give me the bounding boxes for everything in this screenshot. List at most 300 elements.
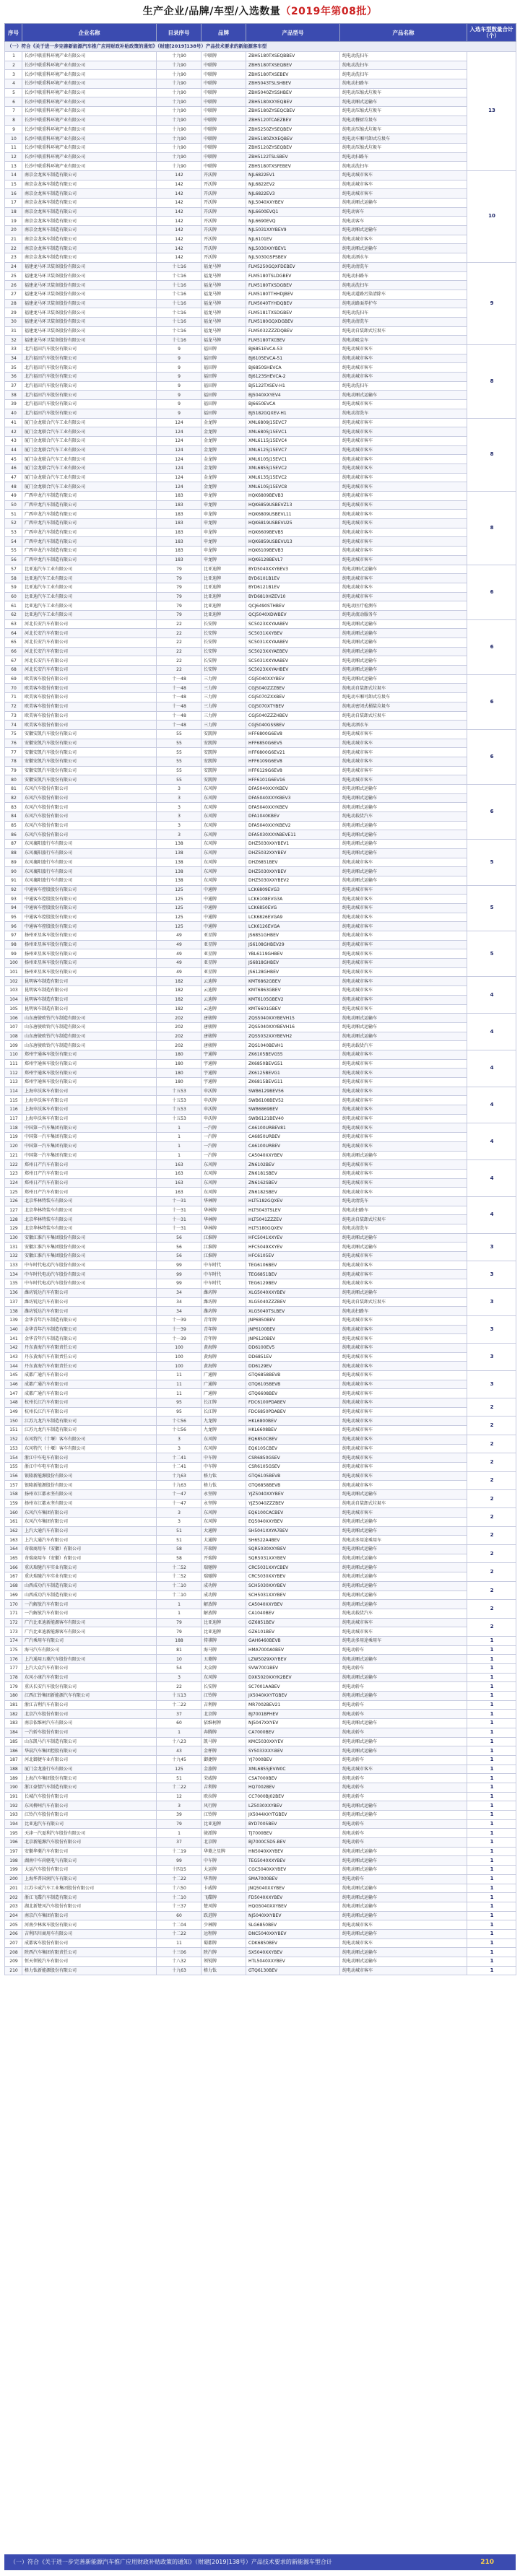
company-name: 海马汽车有限公司 <box>22 1645 157 1655</box>
model-no: QCJ6490STHBEV <box>246 601 340 611</box>
model-no: YJ7000BEV <box>246 1755 340 1765</box>
model-no: GTQ6608BEV <box>246 1389 340 1398</box>
company-name: 河北长安汽车有限公司 <box>22 619 157 629</box>
brand: 骏派牌 <box>202 1829 246 1838</box>
model-no: DFA5040XXYKBEV <box>246 803 340 812</box>
product-name: 纯电动自装卸式垃圾车 <box>340 326 467 336</box>
brand: 云迪牌 <box>202 986 246 996</box>
company-name: 浙江中车电车有限公司 <box>22 1462 157 1471</box>
company-name: 欧美客车股份有限公司 <box>22 711 157 721</box>
table-row <box>5 281 516 290</box>
model-no: DHZ5030XXYBEV <box>246 867 340 876</box>
catalog-no: 22 <box>157 629 202 638</box>
catalog-no: 79 <box>157 610 202 619</box>
model-no: NJL6822EV3 <box>246 189 340 199</box>
row-index: 49 <box>5 492 22 501</box>
brand: 风行牌 <box>202 1801 246 1811</box>
table-row <box>5 729 516 739</box>
catalog-no: 180 <box>157 1050 202 1059</box>
header-model: 产品型号 <box>246 24 340 42</box>
company-name: 欧美客车股份有限公司 <box>22 702 157 711</box>
brand: 宇通牌 <box>202 1059 246 1069</box>
company-name: 长城汽车股份有限公司 <box>22 1792 157 1801</box>
product-name: 纯电动路面养护车 <box>340 299 467 308</box>
row-index: 202 <box>5 1893 22 1902</box>
brand: 长安牌 <box>202 619 246 629</box>
model-no: EQ6105CBEV <box>246 1444 340 1453</box>
brand: 宇通牌 <box>202 1078 246 1087</box>
company-name: 昆明客车制造有限公司 <box>22 1004 157 1014</box>
table-row <box>5 1609 516 1618</box>
model-no: GTQ6105BEVB <box>246 1471 340 1481</box>
table-row <box>5 721 516 730</box>
catalog-no: 十一39 <box>157 1315 202 1325</box>
brand: 东风牌 <box>202 1188 246 1197</box>
brand: 申龙牌 <box>202 528 246 537</box>
product-name: 纯电动医疗检测车 <box>340 601 467 611</box>
row-index: 183 <box>5 1719 22 1728</box>
row-index: 111 <box>5 1059 22 1069</box>
catalog-no: 11 <box>157 1380 202 1389</box>
product-name: 纯电动城市客车 <box>340 1966 467 1975</box>
row-index: 122 <box>5 1160 22 1170</box>
brand: 中通牌 <box>202 885 246 895</box>
product-name: 纯电动城市客车 <box>340 1444 467 1453</box>
product-name: 纯电动洗扫车 <box>340 162 467 171</box>
catalog-no: 十三37 <box>157 1902 202 1911</box>
catalog-no: 22 <box>157 1682 202 1692</box>
product-name: 纯电动城市客车 <box>340 1096 467 1105</box>
row-index: 136 <box>5 1288 22 1297</box>
brand: 申龙牌 <box>202 537 246 547</box>
brand: 东风牌 <box>202 793 246 803</box>
model-no: CSR6105GSEV <box>246 1462 340 1471</box>
model-no: DHZ5032XXYBEV <box>246 848 340 858</box>
catalog-no: 十一31 <box>157 1206 202 1215</box>
model-no: DHZ5030XXYBEV2 <box>246 876 340 885</box>
table-row <box>5 1334 516 1344</box>
brand: 申龙牌 <box>202 510 246 519</box>
catalog-no: 十七16 <box>157 299 202 308</box>
brand: 广通牌 <box>202 1371 246 1380</box>
product-name: 纯电动轿车 <box>340 1645 467 1655</box>
product-name: 纯电动厢式运输车 <box>340 1948 467 1957</box>
row-index: 36 <box>5 373 22 382</box>
row-index: 121 <box>5 1151 22 1160</box>
row-index: 107 <box>5 1022 22 1032</box>
table-row <box>5 739 516 748</box>
product-name: 纯电动城市客车 <box>340 1141 467 1151</box>
table-row <box>5 519 516 528</box>
row-index: 186 <box>5 1746 22 1756</box>
row-index: 205 <box>5 1920 22 1930</box>
brand: 东风牌 <box>202 812 246 822</box>
table-row <box>5 180 516 189</box>
brand: 申龙牌 <box>202 555 246 565</box>
table-row <box>5 785 516 794</box>
row-index: 8 <box>5 116 22 125</box>
table-row <box>5 949 516 959</box>
model-no: CA7000BEV <box>246 1728 340 1737</box>
brand: 黄海牌 <box>202 1362 246 1371</box>
product-name: 纯电动城市客车 <box>340 1133 467 1142</box>
row-index: 144 <box>5 1362 22 1371</box>
company-name: 上海申沃客车有限公司 <box>22 1087 157 1096</box>
company-name: 长沙中联重科环境产业有限公司 <box>22 97 157 107</box>
brand: 东风牌 <box>202 803 246 812</box>
brand: 华普牌 <box>202 1874 246 1884</box>
table-row <box>5 1407 516 1417</box>
product-name: 纯电动城市客车 <box>340 748 467 757</box>
model-no: FLM5180TTHHDJBEV <box>246 290 340 299</box>
company-name: 北汽福田汽车股份有限公司 <box>22 381 157 391</box>
catalog-no: 十二41 <box>157 1453 202 1463</box>
product-name: 纯电动城市客车 <box>340 1123 467 1133</box>
model-no: BJ7001BPHEV <box>246 1710 340 1719</box>
catalog-no: 182 <box>157 995 202 1004</box>
catalog-no: 180 <box>157 1069 202 1078</box>
row-index: 50 <box>5 500 22 510</box>
table-row <box>5 1261 516 1270</box>
product-name: 纯电动城市客车 <box>340 455 467 464</box>
model-no: BJ6123SHEVCA-2 <box>246 373 340 382</box>
table-row <box>5 1004 516 1014</box>
table-row <box>5 107 516 116</box>
company-name: 安徽江淮汽车集团股份有限公司 <box>22 1233 157 1243</box>
brand: 三力牌 <box>202 721 246 730</box>
table-row <box>5 1600 516 1609</box>
product-name: 纯电动厢式运输车 <box>340 1655 467 1664</box>
row-index: 83 <box>5 803 22 812</box>
row-index: 117 <box>5 1114 22 1123</box>
brand: 开沃牌 <box>202 170 246 180</box>
row-index: 145 <box>5 1371 22 1380</box>
brand: 成功牌 <box>202 1581 246 1591</box>
table-row <box>5 1874 516 1884</box>
row-index: 11 <box>5 143 22 152</box>
model-no: ZBH5120ZYSEQBEV <box>246 143 340 152</box>
catalog-no: 十一31 <box>157 1215 202 1224</box>
table-row <box>5 748 516 757</box>
product-name: 纯电动密闭式桶装垃圾车 <box>340 702 467 711</box>
brand: 少林牌 <box>202 1920 246 1930</box>
model-no: QCJ5040XDWBEV <box>246 610 340 619</box>
row-index: 35 <box>5 363 22 373</box>
catalog-no: 十九63 <box>157 1481 202 1490</box>
table-row <box>5 666 516 675</box>
company-name: 河北御捷车业有限公司 <box>22 1755 157 1765</box>
group-count: 1 <box>467 1682 516 1692</box>
row-index: 29 <box>5 308 22 318</box>
model-no: LCK6126EVGA <box>246 922 340 931</box>
row-index: 185 <box>5 1737 22 1746</box>
model-no: EQ5040XXYBEV <box>246 1518 340 1527</box>
model-no: SC5031XXYBEV <box>246 629 340 638</box>
table-row <box>5 1297 516 1307</box>
group-count: 1 <box>467 1902 516 1911</box>
group-count: 3 <box>467 1315 516 1343</box>
company-name: 北汽福田汽车股份有限公司 <box>22 345 157 354</box>
row-index: 195 <box>5 1829 22 1838</box>
model-no: ZK6815BEVG11 <box>246 1078 340 1087</box>
table-row <box>5 1471 516 1481</box>
row-index: 207 <box>5 1938 22 1948</box>
company-name: 重庆瑞驰汽车实业有限公司 <box>22 1563 157 1572</box>
row-index: 108 <box>5 1032 22 1041</box>
company-name: 长沙中联重科环境产业有限公司 <box>22 116 157 125</box>
model-no: CC7000BJ02BEV <box>246 1792 340 1801</box>
row-index: 43 <box>5 436 22 445</box>
group-count: 1 <box>467 1966 516 1975</box>
brand: 东风牌 <box>202 830 246 840</box>
catalog-no: 124 <box>157 482 202 492</box>
brand: 格力钛 <box>202 1966 246 1975</box>
model-no: SWB6108BEV52 <box>246 1096 340 1105</box>
product-name: 纯电动厢式运输车 <box>340 1801 467 1811</box>
catalog-no: 142 <box>157 217 202 226</box>
row-index: 123 <box>5 1169 22 1178</box>
group-count: 2 <box>467 1508 516 1526</box>
brand: 开沃牌 <box>202 244 246 253</box>
company-name: 北京华林特装车有限公司 <box>22 1206 157 1215</box>
table-row <box>5 547 516 556</box>
row-index: 109 <box>5 1041 22 1050</box>
row-index: 14 <box>5 170 22 180</box>
product-name: 纯电动城市客车 <box>340 1270 467 1279</box>
model-no: FLM5180GQXDGBEV <box>246 317 340 326</box>
product-name: 纯电动厢式运输车 <box>340 199 467 208</box>
model-no: ZBH5180XXYEQBEV <box>246 97 340 107</box>
catalog-no: 十九90 <box>157 97 202 107</box>
catalog-no: 37 <box>157 1710 202 1719</box>
product-name: 纯电动厢式运输车 <box>340 244 467 253</box>
row-index: 65 <box>5 638 22 648</box>
group-count: 2 <box>467 1563 516 1581</box>
catalog-no: 十一47 <box>157 1499 202 1508</box>
product-name: 纯电动轿车 <box>340 1700 467 1710</box>
row-index: 45 <box>5 455 22 464</box>
product-name: 纯电动洗扫车 <box>340 281 467 290</box>
group-count: 1 <box>467 1673 516 1682</box>
row-index: 206 <box>5 1929 22 1938</box>
row-index: 194 <box>5 1819 22 1829</box>
row-index: 135 <box>5 1279 22 1289</box>
table-row <box>5 1563 516 1572</box>
brand: 江铃牌 <box>202 1692 246 1701</box>
catalog-no: 180 <box>157 1059 202 1069</box>
model-no: XLG5040XXYBEV <box>246 1288 340 1297</box>
table-row <box>5 1664 516 1674</box>
company-name: 欧美客车股份有限公司 <box>22 721 157 730</box>
table-row <box>5 840 516 849</box>
catalog-no: 51 <box>157 1774 202 1783</box>
catalog-no: 182 <box>157 986 202 996</box>
company-name: 潍坊锐达汽车有限公司 <box>22 1307 157 1316</box>
brand: 格力钛 <box>202 1481 246 1490</box>
product-name: 纯电动厢式运输车 <box>340 1563 467 1572</box>
model-no: SC5023XXYAABEV <box>246 619 340 629</box>
brand: 开沃牌 <box>202 253 246 263</box>
row-index: 166 <box>5 1563 22 1572</box>
company-name: 福建龙马环卫装备股份有限公司 <box>22 262 157 271</box>
table-row <box>5 1133 516 1142</box>
row-index: 72 <box>5 702 22 711</box>
model-no: HKL6800BEV <box>246 1417 340 1426</box>
group-count: 3 <box>467 1233 516 1261</box>
brand: 凯马牌 <box>202 1737 246 1746</box>
brand: 开沃牌 <box>202 189 246 199</box>
company-name: 广汽比亚迪新能源客车有限公司 <box>22 1627 157 1637</box>
product-name: 纯电动城市客车 <box>340 170 467 180</box>
brand: 福龙马牌 <box>202 290 246 299</box>
table-row <box>5 1866 516 1875</box>
company-name: 福建龙马环卫装备股份有限公司 <box>22 308 157 318</box>
catalog-no: 十二52 <box>157 1572 202 1582</box>
company-name: 中国第一汽车集团有限公司 <box>22 1141 157 1151</box>
company-name: 长沙中联重科环境产业有限公司 <box>22 61 157 70</box>
model-no: JS6818GHBEV <box>246 959 340 968</box>
company-name: 上海申沃客车有限公司 <box>22 1096 157 1105</box>
table-row <box>5 922 516 931</box>
company-name: 丹东黄海汽车有限责任公司 <box>22 1343 157 1352</box>
row-index: 100 <box>5 959 22 968</box>
company-name: 南京金龙客车制造有限公司 <box>22 235 157 244</box>
company-name: 潍坊锐达汽车有限公司 <box>22 1297 157 1307</box>
model-no: HQK6809USBEVL11 <box>246 510 340 519</box>
model-no: HQ7002BEV <box>246 1783 340 1792</box>
brand: 福龙马牌 <box>202 336 246 345</box>
model-no: BYD7005BEV <box>246 1819 340 1829</box>
catalog-no: 39 <box>157 1811 202 1820</box>
brand: 唐骏牌 <box>202 1022 246 1032</box>
brand: 一汽牌 <box>202 1151 246 1160</box>
company-name: 福建龙马环卫装备股份有限公司 <box>22 317 157 326</box>
model-no: DXK5020XXYK2BEV <box>246 1673 340 1682</box>
brand: 荣威牌 <box>202 1774 246 1783</box>
row-index: 165 <box>5 1554 22 1563</box>
brand: 青年牌 <box>202 1334 246 1344</box>
row-index: 118 <box>5 1123 22 1133</box>
catalog-no: 9 <box>157 400 202 409</box>
table-row <box>5 803 516 812</box>
table-row <box>5 1728 516 1737</box>
row-index: 196 <box>5 1838 22 1848</box>
footer-total: 210 <box>480 2559 494 2566</box>
company-name: 东风襄阳旅行车有限公司 <box>22 848 157 858</box>
model-no: XML6855JEVW0C <box>246 1765 340 1774</box>
company-name: 广汽比亚迪新能源客车有限公司 <box>22 1618 157 1627</box>
model-no: KMC5030XXYEV <box>246 1737 340 1746</box>
brand: 江淮牌 <box>202 1233 246 1243</box>
table-row <box>5 235 516 244</box>
table-row <box>5 537 516 547</box>
table-row <box>5 1426 516 1435</box>
company-name: 陕西汽车集团有限责任公司 <box>22 1948 157 1957</box>
company-name: 杭州长江汽车有限公司 <box>22 1398 157 1408</box>
brand: 亚星牌 <box>202 967 246 977</box>
company-name: 北汽福田汽车股份有限公司 <box>22 363 157 373</box>
product-name: 纯电动多用途乘用车 <box>340 1636 467 1645</box>
company-name: 东风汽车股份有限公司 <box>22 803 157 812</box>
group-count: 1 <box>467 1819 516 1829</box>
product-name: 纯电动城市客车 <box>340 729 467 739</box>
row-index: 75 <box>5 729 22 739</box>
brand: 开瑞牌 <box>202 1545 246 1554</box>
table-row <box>5 1572 516 1582</box>
row-index: 168 <box>5 1581 22 1591</box>
table-row <box>5 299 516 308</box>
table-row <box>5 1243 516 1252</box>
company-name: 东风汽车股份有限公司 <box>22 821 157 830</box>
brand: 福田牌 <box>202 354 246 363</box>
model-no: HFC5049XXYEV <box>246 1243 340 1252</box>
company-name: 昆明客车制造有限公司 <box>22 977 157 986</box>
catalog-no: 37 <box>157 1838 202 1848</box>
row-index: 181 <box>5 1700 22 1710</box>
brand: 三力牌 <box>202 674 246 684</box>
company-name: 格力钛新能源股份有限公司 <box>22 1966 157 1975</box>
table-row <box>5 1462 516 1471</box>
row-index: 62 <box>5 610 22 619</box>
row-index: 102 <box>5 977 22 986</box>
company-name: 广西申龙汽车制造有限公司 <box>22 500 157 510</box>
table-row <box>5 555 516 565</box>
company-name: 厦门金龙联合汽车工业有限公司 <box>22 473 157 482</box>
model-no: CGJ5040ZZZBEV <box>246 684 340 693</box>
product-name: 纯电动城市客车 <box>340 1618 467 1627</box>
row-index: 6 <box>5 97 22 107</box>
model-no: ZBH5043TSLSHBEV <box>246 79 340 89</box>
company-name: 福建龙马环卫装备股份有限公司 <box>22 290 157 299</box>
table-row <box>5 821 516 830</box>
brand: 华林牌 <box>202 1206 246 1215</box>
group-count: 8 <box>467 492 516 565</box>
catalog-no: 202 <box>157 1014 202 1023</box>
row-index: 16 <box>5 189 22 199</box>
table-row <box>5 88 516 97</box>
brand: 远程牌 <box>202 1929 246 1938</box>
model-no: TJ7000BEV <box>246 1829 340 1838</box>
row-index: 84 <box>5 812 22 822</box>
company-name: 上海申沃客车有限公司 <box>22 1114 157 1123</box>
brand: 云迪牌 <box>202 1004 246 1014</box>
company-name: 比亚迪汽车工业有限公司 <box>22 601 157 611</box>
table-row <box>5 711 516 721</box>
catalog-no: 49 <box>157 931 202 941</box>
product-name: 纯电动城市客车 <box>340 1362 467 1371</box>
brand: 江淮牌 <box>202 1243 246 1252</box>
company-name: 扬州亚星客车股份有限公司 <box>22 940 157 949</box>
product-name: 纯电动轿车 <box>340 1682 467 1692</box>
model-no: TEG6106BEV <box>246 1261 340 1270</box>
model-no: GTQ6858BEVB <box>246 1371 340 1380</box>
table-row <box>5 244 516 253</box>
product-name: 纯电动厢式运输车 <box>340 1022 467 1032</box>
company-name: 杭州长江汽车有限公司 <box>22 1407 157 1417</box>
brand: 申沃牌 <box>202 1096 246 1105</box>
brand: 开沃牌 <box>202 226 246 235</box>
company-name: 东风柳州汽车有限公司 <box>22 1801 157 1811</box>
company-name: 上海华普国润汽车有限公司 <box>22 1874 157 1884</box>
product-name: 纯电动城市客车 <box>340 967 467 977</box>
product-name: 纯电动城市客车 <box>340 885 467 895</box>
company-name: 北京华林特装车有限公司 <box>22 1196 157 1206</box>
catalog-no: 100 <box>157 1343 202 1352</box>
brand: 中联牌 <box>202 116 246 125</box>
model-no: XML6115J15EVC4 <box>246 436 340 445</box>
table-row <box>5 1819 516 1829</box>
group-count: 1 <box>467 1801 516 1811</box>
